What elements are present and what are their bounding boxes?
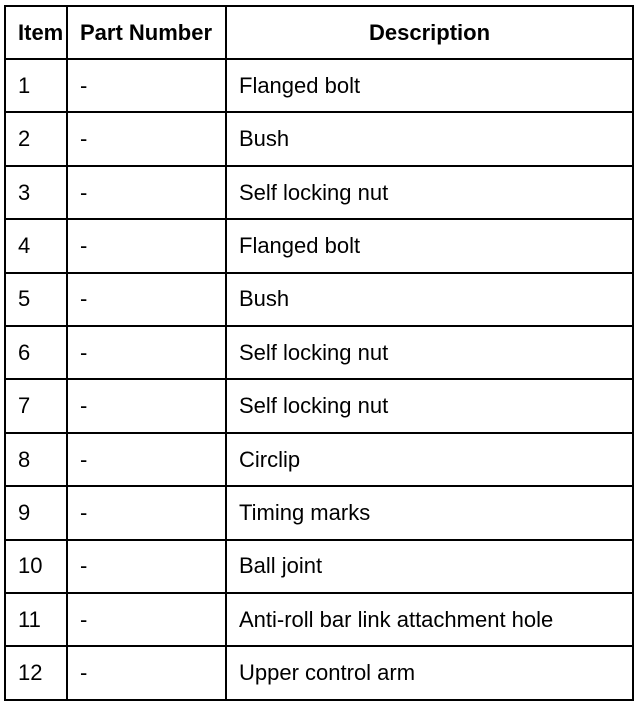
part-number-cell: - [67,379,226,432]
item-cell: 2 [5,112,67,165]
description-cell: Bush [226,273,633,326]
part-number-cell: - [67,112,226,165]
item-cell: 1 [5,59,67,112]
table-row [5,379,633,432]
table-row [5,540,633,593]
description-cell: Flanged bolt [226,219,633,272]
table-row [5,646,633,700]
item-cell: 3 [5,166,67,219]
description-cell: Circlip [226,433,633,486]
item-cell: 11 [5,593,67,646]
description-cell: Self locking nut [226,379,633,432]
description-cell: Ball joint [226,540,633,593]
part-number-cell: - [67,433,226,486]
description-cell: Anti-roll bar link attachment hole [226,593,633,646]
table-row [5,166,633,219]
header-item: Item [5,6,67,59]
table-row [5,593,633,646]
table-row [5,112,633,165]
item-cell: 4 [5,219,67,272]
item-cell: 8 [5,433,67,486]
description-cell: Flanged bolt [226,59,633,112]
table-row [5,59,633,112]
header-row [5,6,633,59]
header-description: Description [226,6,633,59]
part-number-cell: - [67,166,226,219]
description-cell: Bush [226,112,633,165]
part-number-cell: - [67,273,226,326]
part-number-cell: - [67,486,226,539]
part-number-cell: - [67,326,226,379]
table-row [5,433,633,486]
table-row [5,219,633,272]
item-cell: 7 [5,379,67,432]
item-cell: 6 [5,326,67,379]
part-number-cell: - [67,646,226,700]
item-cell: 9 [5,486,67,539]
description-cell: Upper control arm [226,646,633,700]
table-row [5,486,633,539]
item-cell: 5 [5,273,67,326]
part-number-cell: - [67,219,226,272]
part-number-cell: - [67,59,226,112]
table-row [5,273,633,326]
table-row [5,326,633,379]
header-part-number: Part Number [67,6,226,59]
part-number-cell: - [67,540,226,593]
table-body [5,59,633,700]
item-cell: 10 [5,540,67,593]
item-cell: 12 [5,646,67,700]
part-number-cell: - [67,593,226,646]
description-cell: Timing marks [226,486,633,539]
description-cell: Self locking nut [226,166,633,219]
parts-table [4,5,634,701]
description-cell: Self locking nut [226,326,633,379]
